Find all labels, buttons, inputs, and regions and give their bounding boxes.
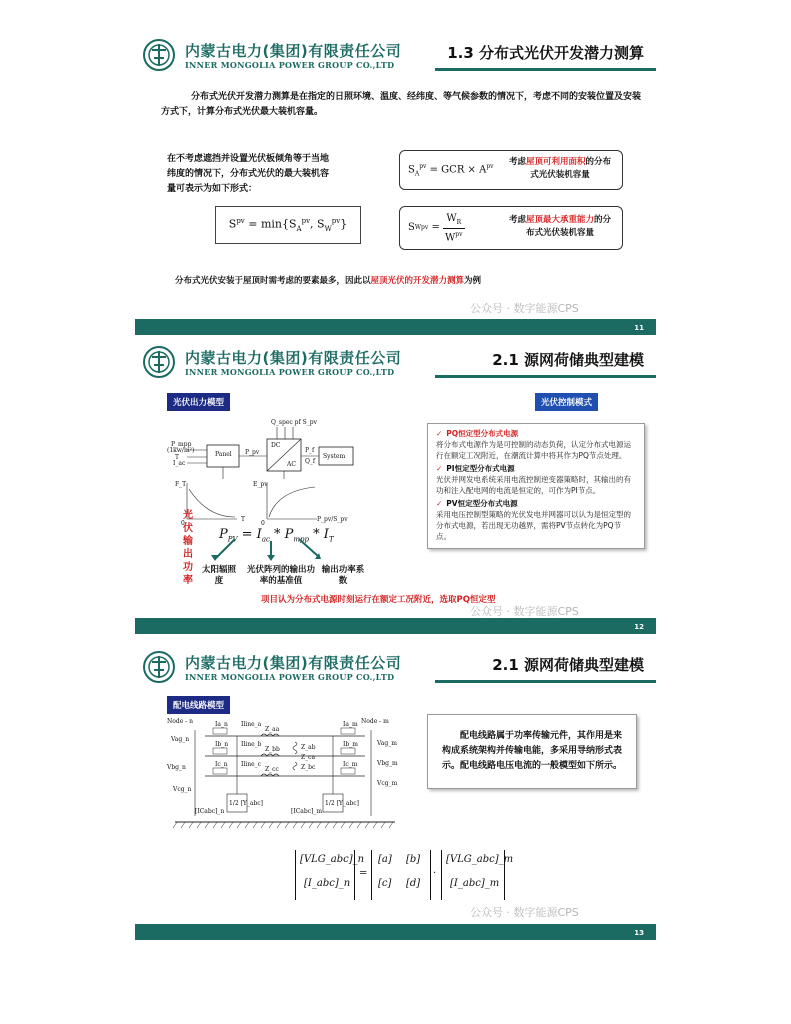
pf-label: P_f [305, 447, 315, 454]
panel-label: Panel [215, 451, 232, 458]
mode-pv-title: PV恒定型分布式电源 [446, 499, 518, 508]
watermark: 公众号 · 数字能源CPS [470, 302, 579, 315]
note-area-red: 屋顶可利用面积 [525, 157, 586, 167]
vag-m: Vag_m [377, 740, 397, 747]
qf-label: Q_f [305, 458, 316, 465]
bottom-summary [175, 274, 645, 289]
mode-pv-desc: 采用电压控制型策略的光伏发电并网器可以认为是恒定型的分布式电源，若出现无功越界，需将PV节点转化为PQ节点。 [436, 510, 631, 541]
graph2-x: P_pv/S_pv [317, 516, 348, 523]
formula-area: $S_A^{pv}$ = GCR × $A^{pv}$ [408, 162, 494, 178]
lhs-top: [VLG_abc]_n [300, 854, 365, 865]
slide-title: 1.3 分布式光伏开发潜力测算 [447, 44, 644, 62]
conclusion-pre: 项目认为分布式电源时刻运行在额定工况附近， [261, 595, 440, 605]
ia-m: Ia_m [343, 721, 358, 728]
ib-n: Ib_n [215, 741, 229, 748]
shunt-left: 1/2 [Y_abc] [229, 800, 263, 807]
bottom-red: 屋顶光伏的开发潜力测算 [370, 276, 465, 286]
company-name-en: INNER MONGOLIA POWER GROUP CO.,LTD [185, 60, 395, 70]
vag-n: Vag_n [171, 736, 190, 743]
z-bb: Z_bb [265, 746, 280, 753]
top-inputs: Q_spec pf S_pv [271, 419, 317, 426]
ib-m: Ib_m [343, 741, 358, 748]
dc-label: DC [271, 442, 281, 449]
company-name-en: INNER MONGOLIA POWER GROUP CO.,LTD [185, 367, 395, 377]
input-iac: I_ac [173, 460, 186, 467]
company-name-cn: 内蒙古电力(集团)有限责任公司 [185, 654, 402, 672]
z-cc: Z_cc [265, 766, 279, 773]
lhs-vector [295, 850, 365, 900]
bottom-pre: 分布式光伏安装于屋顶时需考虑的要素最多，因此以 [175, 276, 371, 286]
note-weight-post: 的分布式光伏装机容量 [525, 215, 612, 238]
slide-header [135, 642, 656, 684]
slide-3 [135, 642, 656, 940]
shunt-right: 1/2 [Y_abc] [325, 800, 359, 807]
mode-pi-head: ✓ PI恒定型分布式电源 [436, 464, 515, 473]
rhs-vector [441, 850, 514, 900]
mode-pq-title: PQ恒定型分布式电源 [446, 429, 519, 438]
slide-footer [135, 924, 656, 940]
mode-pq-head: ✓ PQ恒定型分布式电源 [436, 429, 519, 438]
note-weight [505, 214, 615, 240]
company-logo-icon [142, 650, 176, 684]
formula-weight: S W pv = $W_R$ $W^{pv}$ [408, 212, 463, 244]
slide-footer [135, 618, 656, 634]
matrix-d: [d] [406, 878, 421, 889]
ac-label: AC [287, 461, 296, 468]
note-weight-pre: 考虑 [508, 215, 526, 225]
vcg-n: Vcg_n [173, 786, 192, 793]
graph1-origin: 0 [181, 520, 185, 527]
left-description: 在不考虑遮挡并设置光伏板倾角等于当地纬度的情况下，分布式光伏的最大装机容量可表示为如下形式： [167, 154, 330, 194]
mode-pi-desc: 光伏并网发电系统采用电流控制逆变器策略时，其输出的有功和注入配电网的电流是恒定的，可作为PI节点。 [436, 475, 631, 495]
conclusion-red: 选取PQ恒定型 [439, 595, 496, 605]
note-area [505, 156, 615, 182]
intro-text: 分布式光伏开发潜力测算是在指定的日照环境、温度、经纬度、等气候参数的情况下，考虑不同的安装位置及安装方式下，计算分布式光伏最大装机容量。 [161, 92, 642, 117]
title-underline [435, 68, 656, 71]
z-aa: Z_aa [265, 726, 280, 733]
rhs-bottom: [I_abc]_m [450, 878, 500, 889]
mode-pq-desc: 将分布式电源作为是可控制的动态负荷，认定分布式电源运行在额定工况附近，在潮流计算中将其作为PQ节点处理。 [436, 440, 631, 460]
bottom-post: 为例 [464, 276, 482, 286]
ppv-label: P_pv [245, 449, 260, 456]
note-weight-red: 屋顶最大承重能力 [525, 215, 594, 225]
control-modes-box [427, 423, 645, 549]
slide-header [135, 337, 656, 379]
note-area-post: 的分布式光伏装机容量 [530, 157, 612, 180]
matrix-b: [b] [406, 854, 421, 865]
ic-abc-n: [ICabc]_n [195, 808, 225, 815]
pv-control-mode-tag: 光伏控制模式 [535, 393, 598, 411]
page-number: 13 [634, 929, 644, 937]
watermark: 公众号 · 数字能源CPS [470, 605, 579, 618]
iline-c: Iline_c [241, 761, 261, 768]
page-number: 12 [634, 623, 644, 631]
z-bc: Z_bc [301, 764, 316, 771]
line-diagram-svg [165, 716, 405, 836]
slide-title: 2.1 源网荷储典型建模 [492, 351, 644, 369]
abcd-matrix [371, 850, 431, 900]
iline-a: Iline_a [241, 721, 262, 728]
graph2-y: E_pv [253, 481, 268, 488]
slide-title: 2.1 源网荷储典型建模 [492, 656, 644, 674]
graph1-y: F_T [175, 481, 187, 488]
graph2-origin: 0 [261, 520, 265, 527]
matrix-equation [295, 850, 515, 902]
matrix-a: [a] [378, 854, 392, 865]
z-ab: Z_ab [301, 744, 316, 751]
line-model-description: 配电线路属于功率传输元件，其作用是来构成系统架构并传输电能，多采用导纳形式表示。配电线路电压电流的一般模型如下所示。 [427, 714, 637, 789]
pv-output-power-label: 光伏输出功率 [183, 510, 193, 586]
input-t: T [175, 454, 180, 461]
company-logo-icon [142, 38, 176, 72]
slide-footer [135, 319, 656, 335]
dot-operator: · [433, 868, 437, 879]
mode-pv-head: ✓ PV恒定型分布式电源 [436, 499, 518, 508]
caption-coefficient: 输出功率系数 [321, 565, 365, 586]
formula-arrows [195, 537, 335, 563]
line-model-tag: 配电线路模型 [167, 696, 230, 714]
node-n-label: Node - n [167, 718, 193, 725]
page-number: 11 [634, 324, 644, 332]
vbg-m: Vbg_m [377, 760, 398, 767]
company-name-cn: 内蒙古电力(集团)有限责任公司 [185, 42, 402, 60]
company-name-cn: 内蒙古电力(集团)有限责任公司 [185, 349, 402, 367]
watermark: 公众号 · 数字能源CPS [470, 906, 579, 919]
title-underline [435, 375, 656, 378]
ic-abc-m: [ICabc]_m [291, 808, 323, 815]
ic-m: Ic_m [343, 761, 358, 768]
ia-n: Ia_n [215, 721, 228, 728]
z-ca: Z_ca [301, 754, 316, 761]
caption-irradiance: 太阳辐照度 [201, 565, 236, 586]
company-logo-icon [142, 345, 176, 379]
pv-power-formula: $P_{PV} = I_{ac} * P_{mpp} * I_T$ [219, 527, 334, 544]
pv-block-diagram [167, 417, 367, 532]
slide-1 [135, 30, 656, 335]
pv-output-model-tag: 光伏出力模型 [167, 393, 230, 411]
vcg-m: Vcg_m [377, 780, 398, 787]
slide-2 [135, 337, 656, 634]
bottom-conclusion [261, 593, 495, 608]
rhs-top: [VLG_abc]_m [446, 854, 514, 865]
mode-pi-title: PI恒定型分布式电源 [446, 464, 515, 473]
vbg-n: Vbg_n [167, 764, 186, 771]
equals-sign: = [359, 868, 368, 879]
matrix-c: [c] [378, 878, 392, 889]
lhs-bottom: [I_abc]_n [304, 878, 351, 889]
company-name-en: INNER MONGOLIA POWER GROUP CO.,LTD [185, 672, 395, 682]
node-m-label: Node - m [361, 718, 389, 725]
system-label: System [323, 453, 346, 460]
pv-diagram-svg [167, 417, 367, 532]
title-underline [435, 680, 656, 683]
graph1-x: T [241, 516, 246, 523]
input-pmpp: P_mpp [171, 441, 192, 448]
note-area-pre: 考虑 [508, 157, 526, 167]
line-model-diagram [165, 716, 405, 836]
formula-max-capacity: $S^{pv} = \min\{S_A^{pv}$, $S_W^{pv}$} [215, 206, 361, 244]
input-irr: (1kw/m²) [167, 447, 195, 454]
caption-array-power: 光伏阵列的输出功率的基准值 [246, 565, 315, 586]
iline-b: Iline_b [241, 741, 262, 748]
ic-n: Ic_n [215, 761, 228, 768]
slide-header [135, 30, 656, 72]
